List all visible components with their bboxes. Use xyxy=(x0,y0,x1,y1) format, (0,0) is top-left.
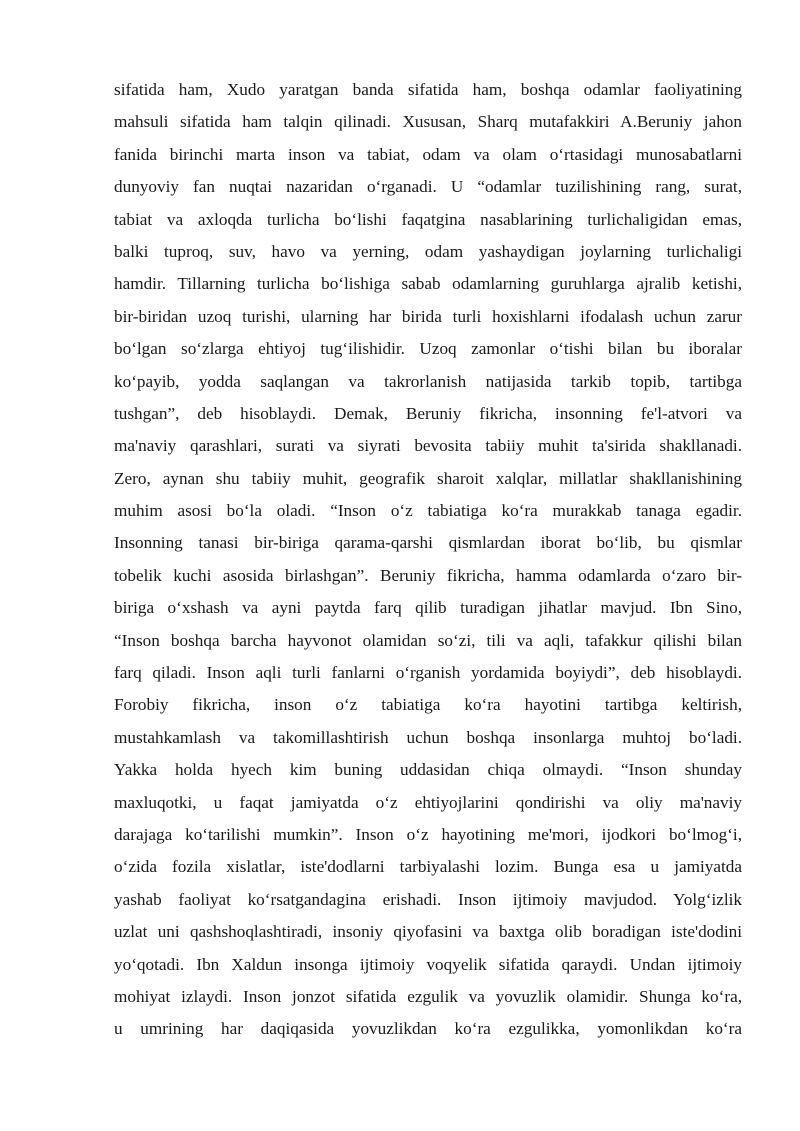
text-line: tobelik kuchi asosida birlashgan”. Beruniy fikricha, hamma odamlarda oʻzaro bir- xyxy=(114,565,742,585)
text-line: dunyoviy fan nuqtai nazaridan oʻrganadi. U “odamlar tuzilishining rang, surat, xyxy=(114,177,742,197)
text-line: farq qiladi. Inson aqli turli fanlarni oʻrganish yordamida boyiydi”, deb hisoblaydi. xyxy=(114,663,742,683)
text-line: balki tuproq, suv, havo va yerning, odam yashaydigan joylarning turlichaligi xyxy=(114,241,742,261)
text-line: tabiat va axloqda turlicha boʻlishi faqatgina nasablarining turlichaligidan emas, xyxy=(114,209,742,229)
text-line: tushgan”, deb hisoblaydi. Demak, Beruniy fikricha, insonning fe'l-atvori va xyxy=(114,403,742,423)
text-line: mustahkamlash va takomillashtirish uchun boshqa insonlarga muhtoj boʻladi. xyxy=(114,727,742,747)
text-line: yoʻqotadi. Ibn Xaldun insonga ijtimoiy voqyelik sifatida qaraydi. Undan ijtimoiy xyxy=(114,954,742,974)
text-line: sifatida ham, Xudo yaratgan banda sifatida ham, boshqa odamlar faoliyatining xyxy=(114,80,742,99)
text-line: boʻlgan soʻzlarga ehtiyoj tugʻilishidir. Uzoq zamonlar oʻtishi bilan bu iboralar xyxy=(114,339,742,359)
text-line: biriga oʻxshash va ayni paytda farq qilib turadigan jihatlar mavjud. Ibn Sino, xyxy=(114,598,742,618)
text-line: yashab faoliyat koʻrsatgandagina erishadi. Inson ijtimoiy mavjudod. Yolgʻizlik xyxy=(114,889,742,909)
text-line: fanida birinchi marta inson va tabiat, odam va olam oʻrtasidagi munosabatlarni xyxy=(114,144,742,164)
text-line: u umrining har daqiqasida yovuzlikdan koʻra ezgulikka, yomonlikdan koʻra xyxy=(114,1019,742,1039)
text-line: “Inson boshqa barcha hayvonot olamidan soʻzi, tili va aqli, tafakkur qilishi bilan xyxy=(114,630,742,650)
text-line: Yakka holda hyech kim buning uddasidan chiqa olmaydi. “Inson shunday xyxy=(114,760,742,780)
text-line: mahsuli sifatida ham talqin qilinadi. Xususan, Sharq mutafakkiri A.Beruniy jahon xyxy=(114,112,742,132)
body-text xyxy=(114,74,742,1046)
text-line: hamdir. Tillarning turlicha boʻlishiga sabab odamlarning guruhlarga ajralib ketishi, xyxy=(114,274,742,294)
text-line: oʻzida fozila xislatlar, iste'dodlarni tarbiyalashi lozim. Bunga esa u jamiyatda xyxy=(114,857,742,877)
text-line: koʻpayib, yodda saqlangan va takrorlanish natijasida tarkib topib, tartibga xyxy=(114,371,742,391)
text-line: mohiyat izlaydi. Inson jonzot sifatida ezgulik va yovuzlik olamidir. Shunga koʻra, xyxy=(114,986,742,1006)
text-line: Zero, aynan shu tabiiy muhit, geografik sharoit xalqlar, millatlar shakllanishining xyxy=(114,468,742,488)
text-line: Insonning tanasi bir-biriga qarama-qarshi qismlardan iborat boʻlib, bu qismlar xyxy=(114,533,742,553)
text-line: uzlat uni qashshoqlashtiradi, insoniy qiyofasini va baxtga olib boradigan iste'dodini xyxy=(114,922,742,942)
text-line: muhim asosi boʻla oladi. “Inson oʻz tabiatiga koʻra murakkab tanaga egadir. xyxy=(114,501,742,521)
text-line: ma'naviy qarashlari, surati va siyrati bevosita tabiiy muhit ta'sirida shakllanadi. xyxy=(114,436,742,456)
text-line: Forobiy fikricha, inson oʻz tabiatiga koʻra hayotini tartibga keltirish, xyxy=(114,695,742,715)
text-line: bir-biridan uzoq turishi, ularning har birida turli hoxishlarni ifodalash uchun zarur xyxy=(114,306,742,326)
text-line: maxluqotki, u faqat jamiyatda oʻz ehtiyojlarini qondirishi va oliy ma'naviy xyxy=(114,792,742,812)
text-line: darajaga koʻtarilishi mumkin”. Inson oʻz hayotining me'mori, ijodkori boʻlmogʻi, xyxy=(114,824,742,844)
